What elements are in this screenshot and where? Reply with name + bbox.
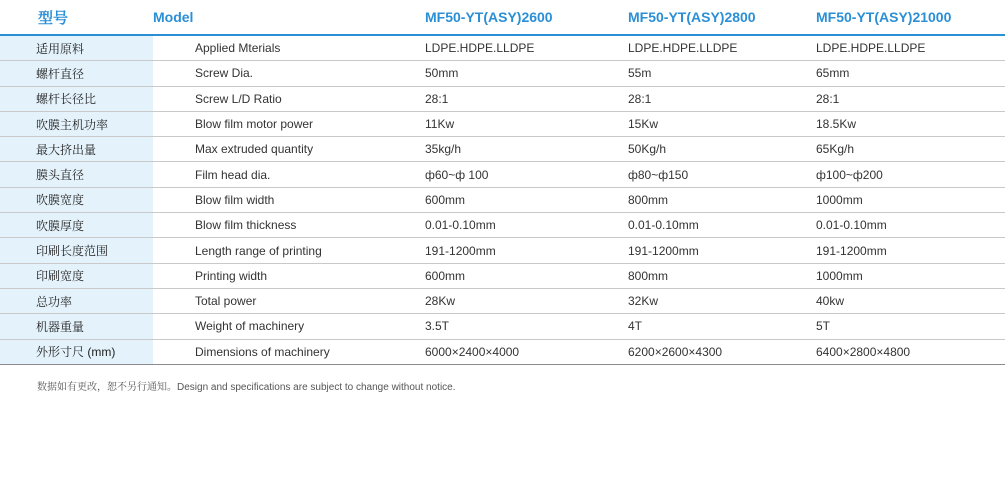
spec-body <box>0 35 1005 364</box>
value-2600: 50mm <box>425 61 628 86</box>
row-label-cn: 螺杆直径 <box>0 61 153 86</box>
value-21000: 5T <box>816 314 1005 339</box>
table-row <box>0 187 1005 212</box>
value-2800: 800mm <box>628 187 816 212</box>
value-2600: 191-1200mm <box>425 238 628 263</box>
table-row <box>0 288 1005 313</box>
table-row <box>0 86 1005 111</box>
row-label-en: Printing width <box>153 263 425 288</box>
value-2600: 600mm <box>425 187 628 212</box>
header-model-2800: MF50-YT(ASY)2800 <box>628 0 816 35</box>
value-2800: ф80~ф150 <box>628 162 816 187</box>
value-2600: 35kg/h <box>425 137 628 162</box>
value-2600: 28:1 <box>425 86 628 111</box>
table-row <box>0 238 1005 263</box>
table-row <box>0 137 1005 162</box>
value-2800: 6200×2600×4300 <box>628 339 816 364</box>
value-2800: 0.01-0.10mm <box>628 213 816 238</box>
value-21000: 6400×2800×4800 <box>816 339 1005 364</box>
header-model-label: Model <box>153 0 425 35</box>
value-2600: 600mm <box>425 263 628 288</box>
table-row <box>0 314 1005 339</box>
row-label-en: Dimensions of machinery <box>153 339 425 364</box>
row-label-cn: 机器重量 <box>0 314 153 339</box>
table-row <box>0 263 1005 288</box>
value-2600: 6000×2400×4000 <box>425 339 628 364</box>
row-label-cn: 总功率 <box>0 288 153 313</box>
header-row <box>0 0 1005 35</box>
value-2800: 28:1 <box>628 86 816 111</box>
value-2600: 11Kw <box>425 111 628 136</box>
value-2800: 55m <box>628 61 816 86</box>
value-2800: 15Kw <box>628 111 816 136</box>
value-21000: LDPE.HDPE.LLDPE <box>816 35 1005 61</box>
row-label-en: Screw Dia. <box>153 61 425 86</box>
value-2800: 32Kw <box>628 288 816 313</box>
value-21000: 65Kg/h <box>816 137 1005 162</box>
row-label-en: Total power <box>153 288 425 313</box>
value-21000: 0.01-0.10mm <box>816 213 1005 238</box>
row-label-cn: 吹膜主机功率 <box>0 111 153 136</box>
value-2600: 28Kw <box>425 288 628 313</box>
row-label-cn: 印刷宽度 <box>0 263 153 288</box>
value-21000: 1000mm <box>816 187 1005 212</box>
row-label-cn: 吹膜厚度 <box>0 213 153 238</box>
value-21000: ф100~ф200 <box>816 162 1005 187</box>
table-row <box>0 111 1005 136</box>
value-21000: 65mm <box>816 61 1005 86</box>
row-label-en: Length range of printing <box>153 238 425 263</box>
value-2800: 50Kg/h <box>628 137 816 162</box>
value-2800: 4T <box>628 314 816 339</box>
table-row <box>0 339 1005 364</box>
value-2800: 191-1200mm <box>628 238 816 263</box>
value-21000: 18.5Kw <box>816 111 1005 136</box>
value-2800: LDPE.HDPE.LLDPE <box>628 35 816 61</box>
disclaimer-note: 数据如有更改，恕不另行通知。Design and specifications are subject to change without notice. <box>37 382 456 393</box>
table-row <box>0 35 1005 61</box>
value-2600: 0.01-0.10mm <box>425 213 628 238</box>
table-row <box>0 213 1005 238</box>
row-label-en: Applied Mterials <box>153 35 425 61</box>
row-label-cn: 外形寸尺 (mm) <box>0 339 153 364</box>
value-21000: 40kw <box>816 288 1005 313</box>
table-row <box>0 61 1005 86</box>
table-row <box>0 162 1005 187</box>
value-21000: 1000mm <box>816 263 1005 288</box>
row-label-cn: 膜头直径 <box>0 162 153 187</box>
row-label-en: Weight of machinery <box>153 314 425 339</box>
row-label-cn: 印刷长度范围 <box>0 238 153 263</box>
value-21000: 191-1200mm <box>816 238 1005 263</box>
value-2600: LDPE.HDPE.LLDPE <box>425 35 628 61</box>
value-21000: 28:1 <box>816 86 1005 111</box>
header-model-2600: MF50-YT(ASY)2600 <box>425 0 628 35</box>
row-label-cn: 螺杆长径比 <box>0 86 153 111</box>
value-2800: 800mm <box>628 263 816 288</box>
value-2600: 3.5T <box>425 314 628 339</box>
row-label-en: Blow film thickness <box>153 213 425 238</box>
row-label-cn: 适用原料 <box>0 35 153 61</box>
row-label-en: Screw L/D Ratio <box>153 86 425 111</box>
row-label-cn: 最大挤出量 <box>0 137 153 162</box>
header-model-21000: MF50-YT(ASY)21000 <box>816 0 1005 35</box>
value-2600: ф60~ф 100 <box>425 162 628 187</box>
row-label-en: Blow film width <box>153 187 425 212</box>
row-label-cn: 吹膜宽度 <box>0 187 153 212</box>
header-type-label: 型号 <box>0 0 153 35</box>
row-label-en: Blow film motor power <box>153 111 425 136</box>
row-label-en: Film head dia. <box>153 162 425 187</box>
row-label-en: Max extruded quantity <box>153 137 425 162</box>
